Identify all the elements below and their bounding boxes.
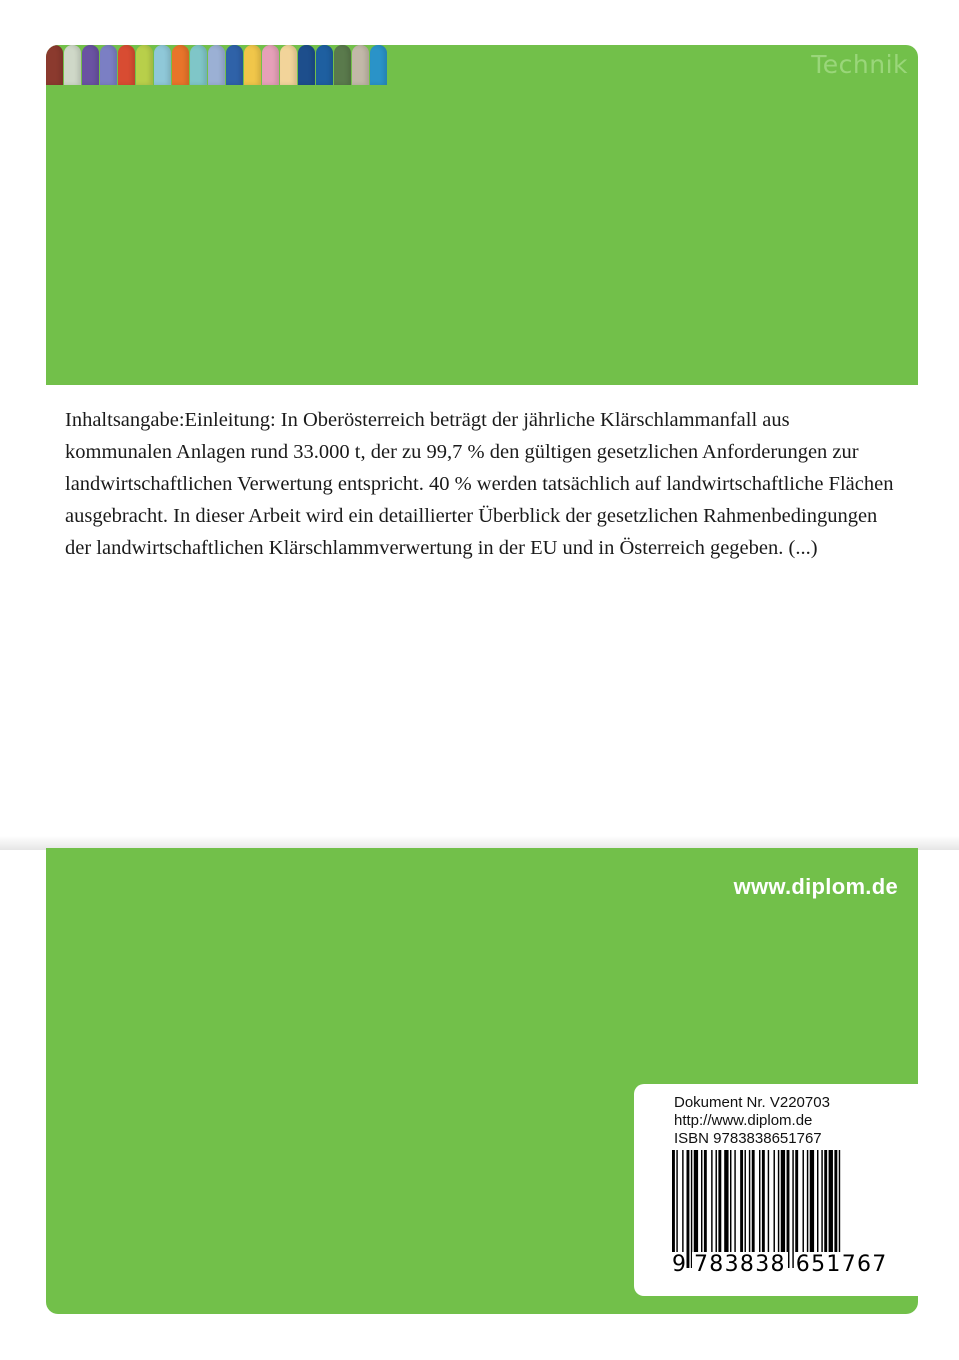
barcode-icon <box>672 1150 890 1268</box>
color-tab <box>262 45 279 85</box>
barcode-digits <box>672 1252 894 1277</box>
color-tab <box>64 45 81 85</box>
color-tab <box>244 45 261 85</box>
color-tab <box>370 45 387 85</box>
color-tab <box>172 45 189 85</box>
isbn-url[interactable]: http://www.diplom.de <box>674 1112 813 1129</box>
top-cover-panel <box>46 45 918 385</box>
isbn-number: ISBN 9783838651767 <box>674 1130 822 1147</box>
barcode-first-digit: 9 <box>672 1252 686 1277</box>
category-label: Technik <box>811 50 908 79</box>
color-tab <box>352 45 369 85</box>
barcode-group-2: 651767 <box>795 1252 888 1277</box>
color-tab <box>82 45 99 85</box>
color-tab <box>316 45 333 85</box>
color-tab <box>280 45 297 85</box>
barcode-group-1: 783838 <box>694 1252 786 1277</box>
color-tab <box>208 45 225 85</box>
book-description: Inhaltsangabe:Einleitung: In Oberösterreich beträgt der jährliche Klärschlammanfall aus kommunalen Anlagen rund 33.000 t, der zu 99,7 % den gültigen gesetzlichen Anforderungen zur landwirtschaftlichen Verwertung entspricht. 40 % werden tatsächlich auf landwirtschaftliche Flächen ausgebracht. In dieser Arbeit wird ein detaillierter Überblick der gesetzlichen Rahmenbedingungen der landwirtschaftlichen Klärschlammverwertung in der EU und in Österreich gegeben. (...) <box>65 409 894 559</box>
color-tab <box>118 45 135 85</box>
document-number: Dokument Nr. V220703 <box>674 1094 830 1111</box>
isbn-info <box>674 1094 830 1148</box>
color-tab-strip <box>46 45 388 85</box>
bottom-cover-panel <box>46 848 918 1314</box>
color-tab <box>154 45 171 85</box>
color-tab <box>100 45 117 85</box>
color-tab <box>136 45 153 85</box>
color-tab <box>334 45 351 85</box>
color-tab <box>298 45 315 85</box>
color-tab <box>226 45 243 85</box>
color-tab <box>46 45 63 85</box>
color-tab <box>190 45 207 85</box>
publisher-website[interactable]: www.diplom.de <box>733 874 898 899</box>
isbn-box <box>634 1084 918 1296</box>
